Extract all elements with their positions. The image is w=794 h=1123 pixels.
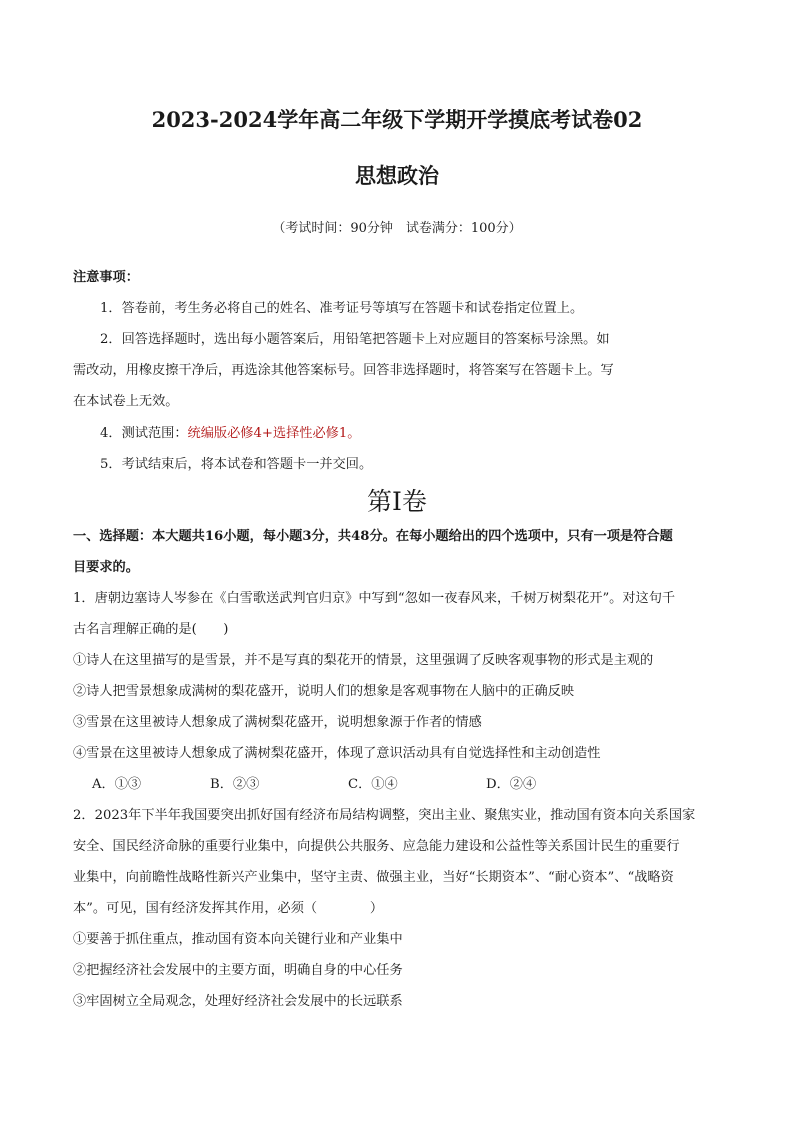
notice-heading: 注意事项： — [73, 270, 139, 285]
notice-item-5: 5．考试结束后，将本试卷和答题卡一并交回。 — [100, 457, 373, 472]
q1-option-b: B．②③ — [210, 777, 260, 792]
q2-statement-2: ②把握经济社会发展中的主要方面，明确自身的中心任务 — [73, 963, 403, 978]
q2-stem-line-3: 业集中，向前瞻性战略性新兴产业集中，坚守主责、做强主业，当好“长期资本”、“耐心资本”、“战略资 — [73, 870, 674, 885]
subject-title: 思想政治 — [355, 163, 439, 188]
q2-stem-line-4: 本”。可见，国有经济发挥其作用，必须（ ） — [73, 901, 384, 916]
notice-item-4-prefix: 4．测试范围： — [100, 426, 188, 441]
q1-stem-line-1: 1．唐朝边塞诗人岑参在《白雪歌送武判官归京》中写到“忽如一夜春风来，千树万树梨花开”。对这句千 — [73, 591, 676, 606]
q1-statement-1: ①诗人在这里描写的是雪景，并不是写真的梨花开的情景，这里强调了反映客观事物的形式是主观的 — [73, 653, 654, 668]
q1-statement-2: ②诗人把雪景想象成满树的梨花盛开，说明人们的想象是客观事物在人脑中的正确反映 — [73, 684, 575, 699]
volume-title: 第Ⅰ卷 — [367, 487, 427, 516]
q2-stem-line-2: 安全、国民经济命脉的重要行业集中，向提供公共服务、应急能力建设和公益性等关系国计民生的重要行 — [73, 839, 680, 854]
exam-info: （考试时间：90分钟 试卷满分：100分） — [272, 221, 522, 236]
exam-title: 2023-2024学年高二年级下学期开学摸底考试卷02 — [151, 107, 643, 132]
q1-statement-4: ④雪景在这里被诗人想象成了满树梨花盛开，体现了意识活动具有自觉选择性和主动创造性 — [73, 746, 601, 761]
notice-item-2-line-1: 2．回答选择题时，选出每小题答案后，用铅笔把答题卡上对应题目的答案标号涂黑。如 — [100, 332, 610, 347]
q1-statement-3: ③雪景在这里被诗人想象成了满树梨花盛开，说明想象源于作者的情感 — [73, 715, 482, 730]
q1-option-d: D．②④ — [486, 777, 537, 792]
q1-stem-line-2: 古名言理解正确的是( ) — [73, 622, 229, 637]
notice-item-4 — [100, 422, 360, 441]
q1-option-a: A．①③ — [92, 777, 142, 792]
notice-item-2-line-3: 在本试卷上无效。 — [73, 394, 179, 409]
notice-item-2-line-2: 需改动，用橡皮擦干净后，再选涂其他答案标号。回答非选择题时，将答案写在答题卡上。写 — [73, 363, 614, 378]
q2-statement-3: ③牢固树立全局观念，处理好经济社会发展中的长远联系 — [73, 994, 403, 1009]
part1-heading-line-2: 目要求的。 — [73, 560, 139, 575]
q2-stem-line-1: 2．2023年下半年我国要突出抓好国有经济布局结构调整，突出主业、聚焦实业，推动国有资本向关系国家 — [73, 808, 696, 823]
q1-option-c: C．①④ — [348, 777, 398, 792]
part1-heading-line-1: 一、选择题：本大题共16小题，每小题3分，共48分。在每小题给出的四个选项中，只有一项是符合题 — [73, 529, 673, 544]
q2-statement-1: ①要善于抓住重点，推动国有资本向关键行业和产业集中 — [73, 932, 403, 947]
notice-item-1: 1．答卷前，考生务必将自己的姓名、准考证号等填写在答题卡和试卷指定位置上。 — [100, 301, 584, 316]
notice-item-4-scope: 统编版必修4+选择性必修1。 — [187, 426, 361, 441]
